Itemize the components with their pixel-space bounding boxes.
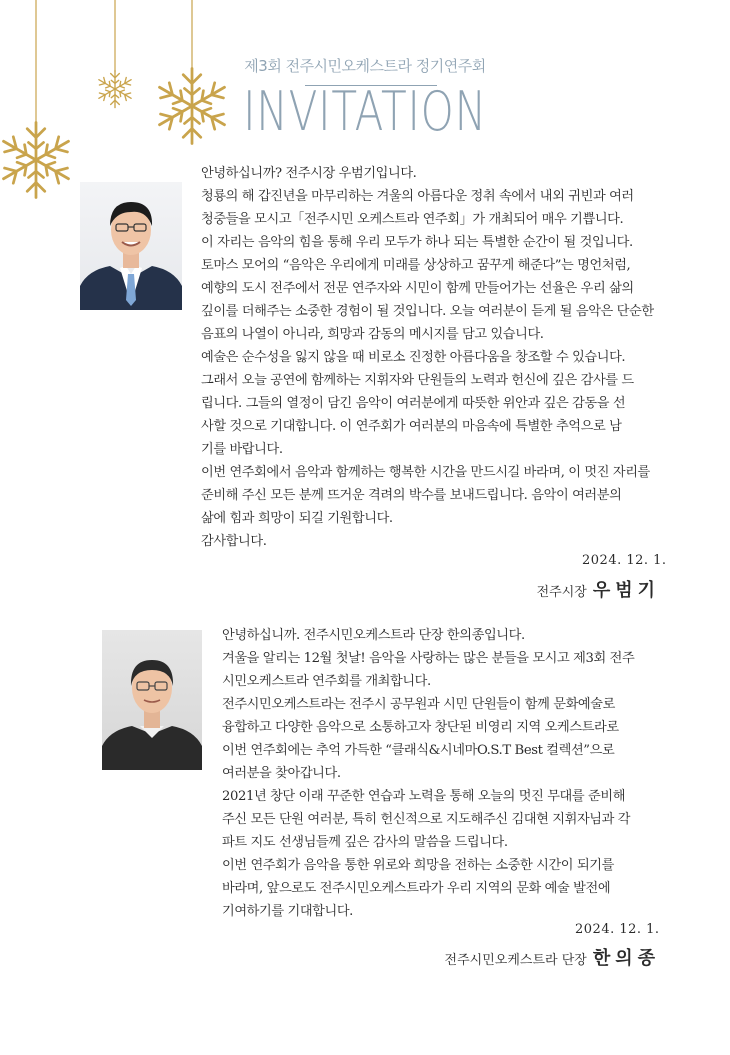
mayor-letter: [201, 162, 661, 553]
letter-line: 준비해 주신 모든 분께 뜨거운 격려의 박수를 보내드립니다. 음악이 여러분의: [201, 488, 622, 503]
snowflake-icon: [4, 123, 69, 198]
letter-line: 시민오케스트라 연주회를 개최합니다.: [222, 674, 431, 689]
letter-date: 2024. 12. 1.: [575, 922, 660, 937]
letter-line: 파트 지도 선생님들께 깊은 감사의 말씀을 드립니다.: [222, 835, 508, 850]
letter-line: 겨울을 알리는 12월 첫날! 음악을 사랑하는 많은 분들을 모시고 제3회 전주: [222, 651, 635, 666]
letter-line: 주신 모든 단원 여러분, 특히 헌신적으로 지도해주신 김대현 지휘자님과 각: [222, 812, 631, 827]
signer-name: 우범기: [592, 580, 660, 601]
page-title: INVITATION: [243, 80, 487, 143]
letter-line: 이 자리는 음악의 힘을 통해 우리 모두가 하나 되는 특별한 순간이 될 것입니다.: [201, 235, 633, 250]
letter-line: 안녕하십니까? 전주시장 우범기입니다.: [201, 166, 417, 181]
letter-line: 사할 것으로 기대합니다. 이 연주회가 여러분의 마음속에 특별한 추억으로 남: [201, 419, 622, 434]
signer-name: 한의종: [592, 948, 660, 969]
letter-line: 여러분을 찾아갑니다.: [222, 766, 341, 781]
letter-line: 청룡의 해 갑진년을 마무리하는 겨울의 아름다운 정취 속에서 내외 귀빈과 여러: [201, 189, 634, 204]
letter-line: 청중들을 모시고「전주시민 오케스트라 연주회」가 개최되어 매우 기쁩니다.: [201, 212, 624, 227]
signer-title: 전주시민오케스트라 단장: [444, 953, 587, 968]
director-portrait: [102, 630, 202, 770]
letter-line: 삶에 힘과 희망이 되길 기원합니다.: [201, 511, 393, 526]
letter-line: 융합하고 다양한 음악으로 소통하고자 창단된 비영리 지역 오케스트라로: [222, 720, 619, 735]
letter-line: 음표의 나열이 아니라, 희망과 감동의 메시지를 담고 있습니다.: [201, 327, 544, 342]
letter-line: 안녕하십니까. 전주시민오케스트라 단장 한의종입니다.: [222, 628, 525, 643]
mayor-portrait: [80, 182, 182, 310]
signature: [537, 576, 660, 602]
signer-title: 전주시장: [536, 585, 587, 600]
letter-line: 전주시민오케스트라는 전주시 공무원과 시민 단원들이 함께 문화예술로: [222, 697, 615, 712]
letter-line: 그래서 오늘 공연에 함께하는 지휘자와 단원들의 노력과 헌신에 깊은 감사를 드: [201, 373, 634, 388]
letter-line: 기여하기를 기대합니다.: [222, 904, 353, 919]
letter-line: 립니다. 그들의 열정이 담긴 음악이 여러분에게 따뜻한 위안과 깊은 감동을 선: [201, 396, 626, 411]
letter-line: 예술은 순수성을 잃지 않을 때 비로소 진정한 아름다움을 창조할 수 있습니다.: [201, 350, 626, 365]
letter-line: 토마스 모어의 “음악은 우리에게 미래를 상상하고 꿈꾸게 해준다”는 명언처럼,: [201, 258, 631, 273]
director-letter: [222, 624, 652, 923]
letter-line: 바라며, 앞으로도 전주시민오케스트라가 우리 지역의 문화 예술 발전에: [222, 881, 611, 896]
letter-line: 이번 연주회에는 추억 가득한 “클래식&시네마O.S.T Best 컬렉션”으로: [222, 743, 615, 758]
letter-line: 2021년 창단 이래 꾸준한 연습과 노력을 통해 오늘의 멋진 무대를 준비해: [222, 789, 626, 804]
letter-line: 깊이를 더해주는 소중한 경험이 될 것입니다. 오늘 여러분이 듣게 될 음악은 단순한: [201, 304, 654, 319]
letter-date: 2024. 12. 1.: [582, 553, 667, 568]
event-subtitle: 제3회 전주시민오케스트라 정기연주회: [244, 57, 486, 75]
signature: [445, 944, 660, 970]
letter-line: 기를 바랍니다.: [201, 442, 283, 457]
letter-line: 예향의 도시 전주에서 전문 연주자와 시민이 함께 만들어가는 선율은 우리 삶의: [201, 281, 634, 296]
letter-line: 이번 연주회에서 음악과 함께하는 행복한 시간을 만드시길 바라며, 이 멋진 자리를: [201, 465, 650, 480]
letter-line: 감사합니다.: [201, 534, 267, 549]
letter-line: 이번 연주회가 음악을 통한 위로와 희망을 전하는 소중한 시간이 되기를: [222, 858, 614, 873]
